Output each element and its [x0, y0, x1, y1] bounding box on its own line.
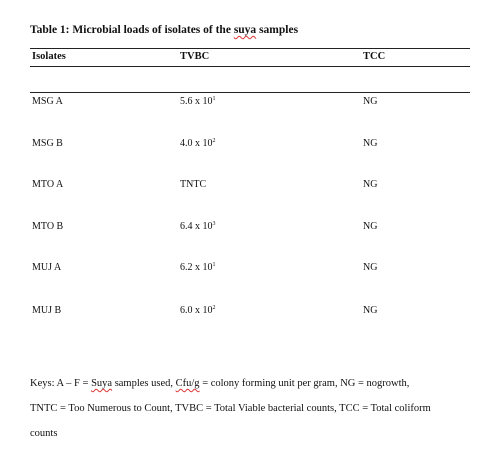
keys-line-3: counts	[30, 428, 58, 439]
tvbc-exponent: 3	[212, 221, 216, 227]
table-row-isolate: MSG B	[32, 138, 63, 149]
tvbc-value: 4.0 x 10	[180, 138, 213, 149]
tvbc-value: 6.2 x 10	[180, 262, 213, 273]
keys-misspelled-word: Cfu/g	[175, 378, 200, 389]
table-row-tcc: NG	[363, 305, 378, 316]
tvbc-value: 6.4 x 10	[180, 221, 213, 232]
table-row-tvbc	[180, 221, 216, 232]
keys-misspelled-word: Suya	[91, 378, 113, 389]
caption-suffix: samples	[256, 24, 299, 36]
table-caption	[30, 24, 298, 36]
table-row-tvbc	[180, 262, 216, 273]
table-row-tcc: NG	[363, 96, 378, 107]
table-row-isolate: MSG A	[32, 96, 63, 107]
keys-text: Keys: A – F =	[30, 378, 92, 389]
table-row-isolate: MUJ B	[32, 305, 62, 316]
table-first-row-rule	[30, 92, 470, 93]
table-row-tvbc	[180, 305, 216, 316]
tvbc-value: 5.6 x 10	[180, 96, 213, 107]
table-row-tcc: NG	[363, 262, 378, 273]
table-row-tcc: NG	[363, 179, 378, 190]
tvbc-exponent: 2	[212, 138, 216, 144]
table-row-isolate: MTO A	[32, 179, 64, 190]
keys-line-2: TNTC = Too Numerous to Count, TVBC = Total Viable bacterial counts, TCC = Total coliform	[30, 403, 431, 414]
table-row-tvbc	[180, 138, 216, 149]
keys-text: = colony forming unit per gram, NG = nogrowth,	[199, 378, 410, 389]
header-isolates: Isolates	[32, 51, 66, 62]
table-row-isolate: MUJ A	[32, 262, 62, 273]
tvbc-exponent: 2	[212, 305, 216, 311]
header-tcc: TCC	[363, 51, 386, 62]
tvbc-value: TNTC	[180, 179, 207, 190]
table-header-rule	[30, 66, 470, 67]
keys-text: samples used,	[112, 378, 176, 389]
tvbc-exponent: 1	[212, 96, 216, 102]
table-row-tvbc	[180, 96, 216, 107]
table-top-rule	[30, 48, 470, 49]
caption-prefix: Table 1: Microbial loads of isolates of the	[30, 24, 234, 36]
tvbc-exponent: 1	[212, 262, 216, 268]
table-row-isolate: MTO B	[32, 221, 64, 232]
table-row-tcc: NG	[363, 221, 378, 232]
table-row-tcc: NG	[363, 138, 378, 149]
caption-misspelled-word: suya	[233, 24, 257, 36]
tvbc-value: 6.0 x 10	[180, 305, 213, 316]
keys-line-1	[30, 378, 409, 389]
table-row-tvbc	[180, 179, 206, 190]
header-tvbc: TVBC	[180, 51, 210, 62]
